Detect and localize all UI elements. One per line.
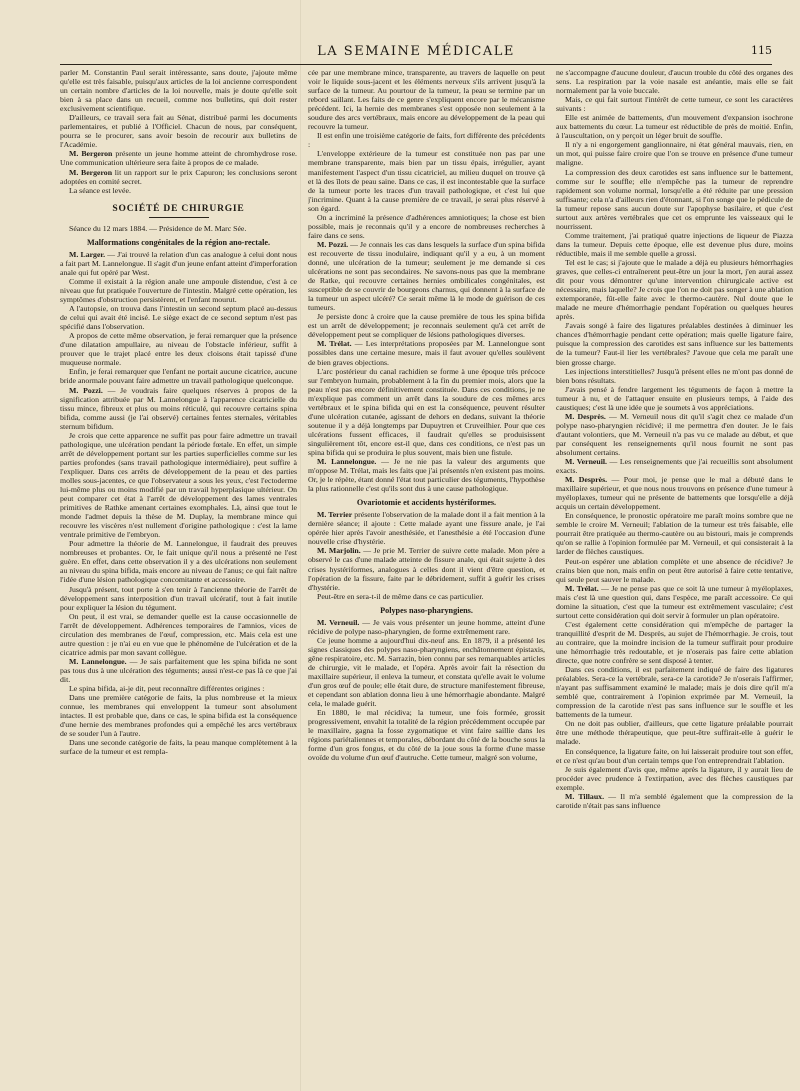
paragraph: D'ailleurs, ce travail sera fait au Sénat, distribué parmi les documents parlementaires, et publié à l'Officiel. Chacun de nous, par conséquent, pourra se le procurer, sans avoir besoin de recourir aux bulletins de l'Académie. <box>60 113 297 150</box>
paragraph: Je suis également d'avis que, même après la ligature, il y aurait lieu de procéder avec prudence à l'extirpation, avec des flèches caustiques par exemple. <box>556 764 793 792</box>
page-header <box>60 44 772 62</box>
paragraph: On peut, il est vrai, se demander quelle est la cause occasionnelle de l'arrêt de développement. Adhérences temporaires de l'amnios, vices de circulation des membranes de l'œuf, compression, etc. Mais cela est une autre question : je n'ai eu en vue que le phénomène de l'ulcération et de la cicatrice admis par mon savant collègue. <box>60 611 297 657</box>
paragraph <box>308 510 545 546</box>
paragraph: Il n'y a ni engorgement ganglionnaire, ni état général mauvais, rien, en un mot, qui puisse faire croire que l'on se trouve en présence d'une tumeur maligne. <box>556 140 793 168</box>
speaker: M. Trélat. <box>317 339 352 349</box>
speaker: M. Pozzi. <box>69 385 103 395</box>
paragraph: La compression des deux carotides est sans influence sur le battement, comme sur le souffle; elle n'empêche pas la tumeur de reprendre rapidement son volume normal, lorsqu'elle a été réduite par une pression suffisante; cela n'a d'ailleurs rien d'étonnant, si l'on songe que le pédicule de la tumeur repose sans aucun doute sur l'apophyse basilaire, et que c'est surtout aux artères vertébrales que cet os emprunte les vaisseaux qui le nourrissent. <box>556 167 793 231</box>
section-title: SOCIÉTÉ DE CHIRURGIE <box>112 203 245 214</box>
paragraph: Tel est le cas; si j'ajoute que le malade a déjà eu plusieurs hémorrhagies graves, que celles-ci entraînerent peut-être un jour la mort, j'en aurai assez dit pour vous démontrer qu'une intervention chirurgicale active est nécessaire, mais laquelle? Je crois que l'on ne doit pas songer à une ablation extemporanée, fût-elle faite avec le thermo-cautère. Nul doute que le malade ne meure d'hémorrhagie pendant l'opération ou quelques heures après. <box>556 257 793 322</box>
paragraph: Elle est animée de battements, d'un mouvement d'expansion isochrone aux battements du cœur. La tumeur est réductible de près de moitié. Enfin, à l'auscultation, on y perçoit un léger bruit de souffle. <box>556 113 793 141</box>
paragraph-text: — Les interprétations proposées par M. Lannelongue sont possibles dans une certaine mesure, mais il faut avouer qu'elles soulèvent de bien graves objections. <box>308 339 545 367</box>
paragraph: Enfin, je ferai remarquer que l'enfant ne portait aucune cicatrice, aucune bride anormale pouvant faire admettre un travail pathologique quelconque. <box>60 367 297 386</box>
subsection-title: Ovariotomie et accidents hystériformes. <box>356 498 497 508</box>
paragraph <box>60 250 297 277</box>
paragraph <box>60 657 297 684</box>
paragraph: Les injections interstitielles? Jusqu'à présent elles ne m'ont pas donné de bien bons résultats. <box>556 366 793 385</box>
paragraph: Pour admettre la théorie de M. Lannelongue, il faudrait des preuves nombreuses et probantes. Or, le fait unique qu'il nous a présenté ne l'est guère. En effet, dans cette observation il y a des ulcérations non seulement au niveau du spina bifida, mais encore au niveau de l'anus; ce qui fait naître l'idée d'une lésion pathologique concomitante et accessoire. <box>60 539 297 585</box>
speaker: M. Tillaux. <box>565 791 605 801</box>
paragraph-text: — Les renseignements que j'ai recueillis sont absolument exacts. <box>556 457 793 476</box>
paragraph: On ne doit pas oublier, d'ailleurs, que cette ligature préalable pourrait être une méthode thérapeutique, que peut-être suffirait-elle à guérir le malade. <box>556 719 793 747</box>
session-line: Séance du 12 mars 1884. — Présidence de M. Marc Sée. <box>69 223 247 233</box>
paragraph-text: — Je ne pense pas que ce soit là une tumeur à myéloplaxes, mais c'est là une question qui, dans l'espèce, me paraît accessoire. Ce qui domine la situation, c'est que la tumeur est extrêmement vasculaire; c'est surtout cette considération qui doit servir à formuler un plan opératoire. <box>556 583 793 620</box>
paragraph: J'avais pensé à fendre largement les téguments de façon à mettre la tumeur à nu, et de l'attaquer ensuite en plusieurs temps, à l'aide des caustiques; c'est là une idée que je soumets à vos appréciations. <box>556 384 793 412</box>
paragraph: Mais, ce qui fait surtout l'intérêt de cette tumeur, ce sont les caractères suivants : <box>556 95 793 114</box>
paragraph-text: présente un jeune homme atteint de chromhydrose rose. Une communication ultérieure sera faite à propos de ce malade. <box>60 149 297 168</box>
paragraph: Peut-être en sera-t-il de même dans ce cas particulier. <box>317 591 484 601</box>
paragraph <box>308 339 545 366</box>
paragraph-text: présente l'observation de la malade dont il a fait mention à la dernière séance; il ajoute : Cette malade ayant une fissure anale, je l'ai opérée hier après l'avoir anesthésiée, et l'anesthésie a été l'occasion d'une nouvelle crise d'hystérie. <box>308 510 545 547</box>
paragraph: A l'autopsie, on trouva dans l'intestin un second septum placé au-dessus de celui qui avait été incisé. Le siège exact de ce second septum n'est pas spécifié dans l'observation. <box>60 304 297 332</box>
paragraph-text: lit un rapport sur le prix Capuron; les conclusions seront adoptées en comité secret. <box>60 167 297 186</box>
speaker: M. Pozzi. <box>317 239 349 249</box>
paragraph: Je persiste donc à croire que la cause première de tous les spina bifida est un arrêt de développement; je reconnais seulement qu'à cet arrêt de développement peut se compliquer de lésions pathologiques diverses. <box>308 312 545 340</box>
speaker: M. Bergeron <box>69 167 113 177</box>
speaker: M. Marjolin. <box>317 546 361 556</box>
journal-title: LA SEMAINE MÉDICALE <box>317 44 515 59</box>
paragraph-text: — J'ai trouvé la relation d'un cas analogue à celui dont nous a fait part M. Lannelongue. Il s'agit d'un jeune enfant atteint d'imperforation anale qui fut opéré par West. <box>60 249 297 277</box>
paragraph: La séance est levée. <box>69 185 131 195</box>
speaker: M. Lannelongue. <box>317 457 377 467</box>
paragraph <box>308 618 545 636</box>
column-2 <box>308 68 545 1078</box>
speaker: M. Bergeron <box>69 149 113 159</box>
paragraph: ne s'accompagne d'aucune douleur, d'aucun trouble du côté des organes des sens. La respiration par la voie nasale est anéantie, mais elle se fait normalement par la voie buccale. <box>556 68 793 96</box>
section-rule <box>149 217 209 218</box>
column-3 <box>556 68 793 1078</box>
paragraph: L'enveloppe extérieure de la tumeur est constituée non pas par une membrane transparente, mais bien par un tissu épais, irrégulier, ayant manifestement l'aspect d'un tissu cicatriciel, au milieu duquel on trouve çà et là des îlots de peau saine. Dans ce cas, il est incontestable que la surface de la tumeur porte les traces d'un travail pathologique, et c'est lui que j'incrimine. Quant à la cause première de ce travail, je serai plus réservé à son égard. <box>308 149 545 213</box>
paragraph: Il est enfin une troisième catégorie de faits, fort différente des précédents : <box>308 131 545 150</box>
paragraph: Dans une seconde catégorie de faits, la peau manque complètement à la surface de la tumeur et est rempla- <box>60 738 297 757</box>
paragraph-text: — Pour moi, je pense que le mal a débuté dans le maxillaire supérieur, et que nous nous trouvons en présence d'une tumeur à myéloplaxes, tumeur qui ne présente de battements que lorsqu'elle a déjà acquis un certain développement. <box>556 475 793 512</box>
page-number: 115 <box>751 44 772 57</box>
speaker: M. Desprès. <box>565 475 608 485</box>
paragraph-text: — Il m'a semblé également que la compression de la carotide n'était pas sans influence <box>556 791 793 810</box>
paragraph: Ce jeune homme a aujourd'hui dix-neuf ans. En 1879, il a présenté les signes classiques des polypes naso-pharyngiens, enchâtonnement épistaxis, gêne respiratoire, etc. M. Sarrazin, bien connu par ses remarquables articles de chirurgie, vit le malade, et l'opéra. Après avoir fait la résection du maxillaire supérieur, il enleva la tumeur, et constata qu'elle avait le volume d'un gros œuf de poule; elle était dure, de structure manifestement fibreuse, et cependant son ablation donna lieu à une hémorrhagie abondante. Malgré cela, le malade guérit. <box>308 635 545 709</box>
paragraph: Comme il existait à la région anale une ampoule distendue, c'est à ce niveau que fut pratiquée l'ouverture de l'intestin. Malgré cette opération, les symptômes d'obstruction persistèrent, et l'enfant mourut. <box>60 276 297 305</box>
paragraph: En 1880, le mal récidiva; la tumeur, une fois formée, grossit progressivement, envahit la totalité de la région précédemment occupée par le maxillaire, gagna la fosse zygomatique et vint faire saillie dans les régions pariétaliennes et temporales, débordant du côté de la bouche sous la forme d'un gros fongus, et du côté de la joue sous la forme d'une masse ovoïde du volume d'un œuf d'autruche. Cette tumeur, malgré son volume, <box>308 708 545 763</box>
paragraph <box>556 457 793 475</box>
paragraph <box>60 149 297 167</box>
paragraph-text: — Je voudrais faire quelques réserves à propos de la signification attribuée par M. Lannelongue à l'apparence cicatricielle du tissu mince, fibreux et plus ou moins réticulé, qui recouvre certains spina bifida, comme aussi (je l'ai observé) certaines fentes sternales, véritables sternum bifidum. <box>60 385 297 431</box>
paragraph: On a incriminé la présence d'adhérences amniotiques; la chose est bien possible, mais je reconnais qu'il y a encore de nombreuses recherches à faire dans ce sens. <box>308 212 545 240</box>
paragraph: A propos de cette même observation, je ferai remarquer que la présence d'une dilatation ampullaire, au niveau de l'obstacle inférieur, suffit à prouver que le trajet placé entre les deux cloisons était tapissé d'une muqueuse normale. <box>60 331 297 368</box>
paragraph <box>308 546 545 591</box>
paragraph: Comme traitement, j'ai pratiqué quatre injections de liqueur de Piazza dans la tumeur. Depuis cette époque, elle est devenue plus dure, moins réductible, mais il me semble quelle a grossi. <box>556 230 793 258</box>
paragraph: parler M. Constantin Paul serait intéressante, sans doute, j'ajoute même qu'elle est très faisable, puisqu'aux articles de la loi ancienne correspondent un certain nombre d'articles de la loi nouvelle, mais je doute qu'elle soit bien à sa place dans un recueil, comme nos bulletins, qui doit rester exclusivement scientifique. <box>60 68 297 114</box>
paragraph: cée par une membrane mince, transparente, au travers de laquelle on peut voir le liquide sous-jacent et les éléments nerveux s'ils arrivent jusqu'à la surface de la tumeur. Au pourtour de la tumeur, la peau se termine par un rebord saillant. Les faits de ce genre s'expliquent encore par le mécanisme précédent. Ici, la hernie des membranes s'est opposée non seulement à la soudure des arcs vertébraux, mais encore au développement de la peau qui recouvre la tumeur. <box>308 68 545 132</box>
paper-fold <box>300 0 301 1091</box>
paragraph-text: — Je ne nie pas la valeur des arguments que m'oppose M. Trélat, mais les faits que j'ai présentés n'en existent pas moins. Or, je le répète, étant donné l'état tout particulier des téguments, l'hypothèse la plus rationnelle c'est qu'ils sont dus à une cause pathologique. <box>308 457 545 494</box>
speaker: M. Lannelongue. <box>69 656 127 666</box>
subsection-title: Malformations congénitales de la région ano-rectale. <box>86 237 271 247</box>
speaker: M. Verneuil. <box>565 457 607 467</box>
paragraph: Dans une première catégorie de faits, la plus nombreuse et la mieux connue, les membranes qui enveloppent la tumeur sont absolument intactes. Il est probable que, dans ce cas, le spina bifida est la conséquence d'une hernie des membranes profondes qui a empêché les arcs vertébraux de se souder l'un à l'autre. <box>60 693 297 739</box>
paragraph: En conséquence, la ligature faite, on lui laisserait produire tout son effet, et ce n'est qu'au bout d'un certain temps que l'on entreprendrait l'ablation. <box>556 746 793 765</box>
paragraph-text: — M. Verneuil nous dit qu'il s'agit chez ce malade d'un polype naso-pharyngien récidivé; il me permettra d'en douter. Je le fais d'autant volontiers, que M. Verneuil n'a pas vu ce malade au début, et que par conséquent les renseignements qu'il nous fournit ne sont pas absolument certains. <box>556 411 793 457</box>
paragraph <box>60 168 297 186</box>
paragraph: Jusqu'à présent, tout porte à s'en tenir à l'ancienne théorie de l'arrêt de développement sans interposition d'un travail ulcératif, tout à fait inutile pour expliquer la lésion du tégument. <box>60 584 297 612</box>
paragraph: L'arc postérieur du canal rachidien se forme à une époque très précoce sur l'embryon humain, probablement à la fin du premier mois, alors que la peau n'est pas encore définitivement constituée. Dans ces conditions, je ne m'explique pas comment un arrêt dans la soudure de ces mêmes arcs vertébraux et le spina bifida qui en est la conséquence, peuvent résulter d'une ulcération cutanée, agissant de dehors en dedans, suivant la théorie soutenue il y a déjà longtemps par Dupuytren et Cruveilhier. Pour que ces ulcérations fussent efficaces, il faudrait qu'elles se produisissent singulièrement tôt, encore est-il que, dans ces conditions, ce n'est pas un spina bifida qui se produira le plus souvent, mais bien une fistule. <box>308 366 545 457</box>
paragraph-text: — Je sais parfaitement que les spina bifida ne sont pas tous dus à une ulcération des téguments; aussi n'est-ce pas là ce que j'ai dit. <box>60 656 297 684</box>
paragraph <box>308 457 545 493</box>
paragraph-text: — Je prie M. Terrier de suivre cette malade. Mon père a observé le cas d'une malade atteinte de fissure anale, qui était sujette à des crises hystériformes, analogues à celles dont il vient d'être question, et l'opération de la fissure, faite par le débridement, suffit à guérir les crises d'hystérie. <box>308 546 545 592</box>
paragraph: Peut-on espérer une ablation complète et une absence de récidive? Je crains bien que non, mais enfin on peut être autorisé à faire cette tentative, qui seule peut sauver le malade. <box>556 556 793 584</box>
subsection-title: Polypes naso-pharyngiens. <box>380 605 473 615</box>
paragraph-text: — Je connais les cas dans lesquels la surface d'un spina bifida est recouverte de tissu inodulaire, indiquant qu'il y a eu, à un moment donné, une ulcération de la tumeur; seulement je me demande si ces ulcérations ne sont pas secondaires. Ne savons-nous pas que la membrane de Ratke, qui recouvre certaines hernies ombilicales congénitales, est susceptible de se couvrir de bourgeons charnus, qui donnent à la surface de la tumeur un aspect ulcéré? Ce serait même là le mode de guérison de ces tumeurs. <box>308 239 545 313</box>
paragraph <box>308 240 545 312</box>
speaker: M. Desprès. <box>565 411 606 421</box>
speaker: M. Verneuil. <box>317 617 360 627</box>
speaker: M. Trélat. <box>565 583 599 593</box>
paragraph <box>556 792 793 810</box>
paragraph: En conséquence, le pronostic opératoire me paraît moins sombre que ne semble le croire M. Verneuil; l'ablation de la tumeur est très faisable, elle pourrait être pratiquée au thermo-cautère ou au bistouri, mais je comprends qu'on se rallie à l'opinion formulée par M. Verneuil, et qui consisterait à la larder de flèches caustiques. <box>556 511 793 557</box>
paragraph <box>556 475 793 511</box>
speaker: M. Larger. <box>69 249 106 259</box>
paragraph: J'avais songé à faire des ligatures préalables destinées à diminuer les chances d'hémorrhagie pendant cette opération; mais quelle ligature faire, puisque la compression des carotides est sans influence sur les battements de la tumeur? Faut-il lier les vertébrales? J'avoue que cela me paraît une bien grosse charge. <box>556 321 793 367</box>
paragraph: Dans ces conditions, il est parfaitement indiqué de faire des ligatures préalables. Sera-ce la vertébrale, sera-ce la carotide? Je n'oserais l'affirmer, n'ayant pas suffisamment examiné le malade; mais je dois dire qu'il m'a semblé que, contrairement à l'opinion exprimée par M. Verneuil, la compression de la carotide n'est pas sans influence sur le souffle et les battements de la tumeur. <box>556 665 793 720</box>
paragraph: Je crois que cette apparence ne suffit pas pour faire admettre un travail pathologique, une ulcération pendant la période fœtale. En effet, un simple arrêt de développement portant sur les parties superficielles comme sur les parties profondes (sans travail pathologique intermédiaire), peut suffire à l'expliquer. Dans ces arrêts de développement de la peau et des parties molles sous-jacentes, ce que l'observateur a sous les yeux, c'est l'ectoderme lui-même plus ou moins modifié par un travail hyperplasique ultérieur. On peut comparer cet état à l'arrêt de développement des lames ventrales primitives de Rathke amenant certaines exomphales. Là, ainsi que tout le monde l'admet depuis la thèse de M. Duplay, la membrane mince qui recouvre les viscères n'est nullement d'origine pathologique : c'est la lame ventrale primitive de l'embryon. <box>60 430 297 540</box>
column-1 <box>60 68 297 1078</box>
paragraph-text: — Je vais vous présenter un jeune homme, atteint d'une récidive de polype naso-pharyngien, de forme extrêmement rare. <box>308 617 545 636</box>
paragraph: Le spina bifida, ai-je dit, peut reconnaître différentes origines : <box>69 684 265 694</box>
paragraph <box>556 584 793 620</box>
paragraph <box>60 386 297 431</box>
header-rule <box>60 64 772 65</box>
paragraph: C'est également cette considération qui m'empêche de partager la tranquillité d'esprit de M. Desprès, au sujet de l'hémorrhagie. Je crois, tout au contraire, que la moindre incision de la tumeur suffirait pour produire une hémorrhagie très redoutable, et je n'oserais pas faire cette ablation directe, que notre confrère se sent disposé à tenter. <box>556 619 793 666</box>
paragraph <box>556 412 793 457</box>
speaker: M. Terrier <box>317 510 353 520</box>
